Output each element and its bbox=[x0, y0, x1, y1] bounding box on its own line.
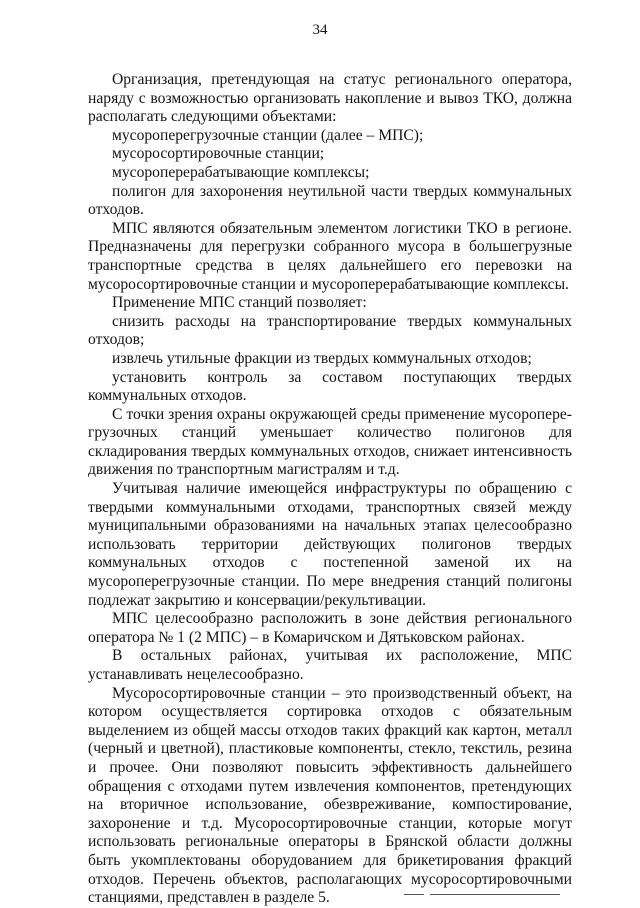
paragraph-mps-logistics: МПС являются обязательным элементом логистики ТКО в регионе. Предназначены для перегрузки собранного мусора в большегрузные транспортные средства в целях дальнейшего его перевозки на мусоросортировочные станции и мусороперерабатывающие комплексы. bbox=[88, 219, 572, 293]
paragraph-mps-location: МПС целесообразно расположить в зоне действия регионального оператора № 1 (2 МПС) – в Комаричском и Дятьковском районах. bbox=[88, 610, 572, 646]
paragraph-sorting-stations: Мусоросортировочные станции – это производственный объект, на котором осуществляется сортировка отходов с обязательным выделением из общей массы отходов таких фракций как картон, металл (черный и цветной), пластиковые компоненты, стекло, текстиль, резина и прочее. Они позволяют повысить эффективность дальнейшего обращения с отходами путем извлечения компонентов, претендующих на вторичное использование, обезвреживание, компостирование, захоронение и т.д. Мусоросортировочные станции, которые могут использовать региональные операторы в Брянской области должны быть укомплектованы оборудованием для брикетирования фракций отходов. Перечень объектов, располагающих мусоросортировочными станциями, представлен в разделе 5. bbox=[88, 684, 572, 907]
paragraph-infrastructure: Учитывая наличие имеющейся инфраструктуры по обращению с твердыми коммунальными отходами, транспортных связей между муниципальными образованиями на начальных этапах целесообразно использовать территории действующих полигонов твердых коммунальных отходов с постепенной заменой их на мусороперегрузочные станции. По мере внедрения станций полигоны подлежат закрытию и консервации/рекультивации. bbox=[88, 480, 572, 609]
document-body bbox=[88, 71, 572, 908]
paragraph-other-districts: В остальных районах, учитывая их расположение, МПС устанавливать нецелесообразно. bbox=[88, 647, 572, 683]
paragraph-mps-allows: Применение МПС станций позволяет: bbox=[112, 294, 367, 312]
paragraph-intro: Организация, претендующая на статус регионального оператора, наряду с возможностью организовать накопление и вывоз ТКО, должна располагать следующими объектами: bbox=[88, 71, 572, 126]
list-item-control-composition: установить контроль за составом поступающих твердых коммунальных отходов. bbox=[88, 368, 572, 405]
list-item-extract-fractions: извлечь утильные фракции из твердых коммунальных отходов; bbox=[112, 349, 532, 367]
list-item-landfill: полигон для захоронения неутильной части твердых коммунальных отходов. bbox=[88, 182, 572, 219]
list-item-processing-complexes: мусороперерабатывающие комплексы; bbox=[112, 163, 370, 181]
page-number: 34 bbox=[312, 22, 328, 38]
list-item-transfer-stations: мусороперегрузочные станции (далее – МПС); bbox=[112, 126, 424, 144]
footer-rule-long bbox=[430, 894, 560, 895]
list-item-reduce-costs: снизить расходы на транспортирование твердых коммунальных отходов; bbox=[88, 312, 572, 349]
footer-rule-short bbox=[404, 894, 424, 895]
paragraph-environment: С точки зрения охраны окружающей среды применение мусороперегрузочных станций уменьшает количество полигонов для складирования твердых коммунальных отходов, снижает интенсивность движения по транспортным магистралям и т.д. bbox=[88, 405, 572, 479]
list-item-sorting-stations: мусоросортировочные станции; bbox=[112, 145, 325, 163]
